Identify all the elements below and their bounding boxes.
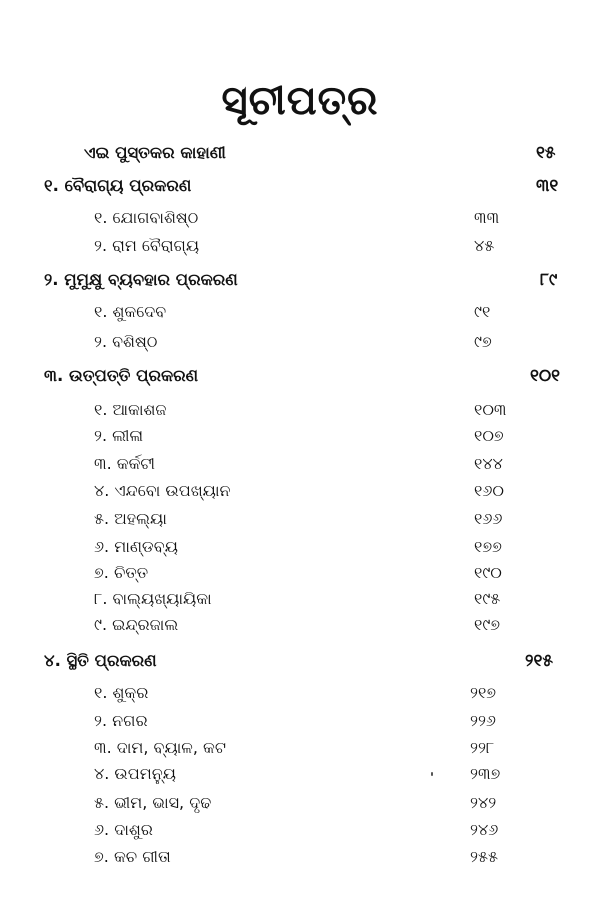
section-page: ୮୯ [540,270,558,290]
toc-item-label: ୪. ଏନ୍ଦବୋ ଉପଖ୍ୟାନ [94,481,231,500]
section-label: ୨. ମୁମୁକ୍ଷୁ ବ୍ୟବହାର ପ୍ରକରଣ [44,270,238,289]
toc-entry-intro-label: ଏଇ ପୁସ୍ତକର କାହାଣୀ [84,143,226,162]
section-page: ୨୧୫ [525,651,553,671]
toc-item-page: ୧୯୫ [474,589,501,608]
toc-item-label: ୨. ରାମ ବୈରାଗ୍ୟ [94,236,200,255]
section-page: ୩୧ [536,176,559,196]
toc-item-page: ୧୦୩ [474,400,507,419]
toc-item-page: ୧୪୪ [474,454,503,473]
toc-item-label: ୩. ଦାମ, ବ୍ୟାଳ, କଟ [94,738,226,757]
toc-item-label: ୨. ବଶିଷ୍ଠ [94,332,158,351]
toc-item-page: ୨୪୨ [470,793,497,812]
toc-item-page: ୧୬୦ [474,481,504,500]
toc-item-label: ୨. ନଗର [94,711,148,730]
toc-item-label: ୭. କଚ ଗୀତା [94,847,171,866]
toc-item-page: ୨୩୭ [470,764,501,783]
section-label: ୪. ସ୍ଥିତି ପ୍ରକରଣ [44,651,157,670]
toc-item-label: ୫. ଭୀମ, ଭାସ, ଦୃଢ [94,793,212,812]
toc-item-page: ୨୧୭ [470,683,497,702]
toc-item-label: ୧. ଆକାଶଜ [94,400,167,419]
toc-item-page: ୧୯୦ [474,563,502,582]
toc-item-label: ୬. ଦାଶୁର [94,820,153,839]
toc-item-label: ୧. ଶୁକଦେବ [94,302,167,321]
toc-item-label: ୭. ଚିତ୍ତ [94,563,149,582]
section-label: ୩. ଉତ୍ପତ୍ତି ପ୍ରକରଣ [44,366,199,385]
toc-item-label: ୮. ବାଲ୍ୟଖ୍ୟାୟିକା [94,589,212,608]
toc-entry-intro-page: ୧୫ [536,143,556,163]
toc-item-label: ୧. ଯୋଗବାଶିଷ୍ଠ [94,208,199,227]
toc-item-page: ୧୦୭ [474,426,504,445]
toc-item-page: ୧୯୭ [474,615,501,634]
toc-item-label: ୩. କର୍କଟୀ [94,454,155,473]
page-title: ସୂଚୀପତ୍ର [221,78,379,124]
print-speck [431,772,433,776]
toc-item-page: ୯୭ [474,332,492,351]
toc-item-label: ୯. ଇନ୍ଦ୍ରଜାଲ [94,615,179,634]
toc-item-label: ୫. ଅହଲ୍ୟା [94,509,167,528]
toc-item-page: ୧୬୬ [474,509,503,528]
toc-item-page: ୨୨୮ [470,738,495,757]
section-page: ୧୦୧ [530,366,561,386]
toc-item-label: ୨. ଲୀଳା [94,426,144,445]
toc-item-page: ୨୫୫ [470,847,498,866]
toc-item-page: ୪୫ [474,236,495,255]
toc-item-label: ୬. ମାଣ୍ଡବ୍ୟ [94,537,178,556]
toc-item-label: ୪. ଉପମନ୍ୟୁ [94,764,176,783]
toc-item-page: ୨୪୬ [470,820,499,839]
toc-item-page: ୩୩ [474,208,500,227]
toc-item-page: ୨୨୬ [470,711,496,730]
section-label: ୧. ବୈରାଗ୍ୟ ପ୍ରକରଣ [44,176,192,195]
toc-item-label: ୧. ଶୁକ୍ର [94,683,149,702]
toc-item-page: ୧୭୭ [474,537,502,556]
toc-item-page: ୯୧ [474,302,491,321]
